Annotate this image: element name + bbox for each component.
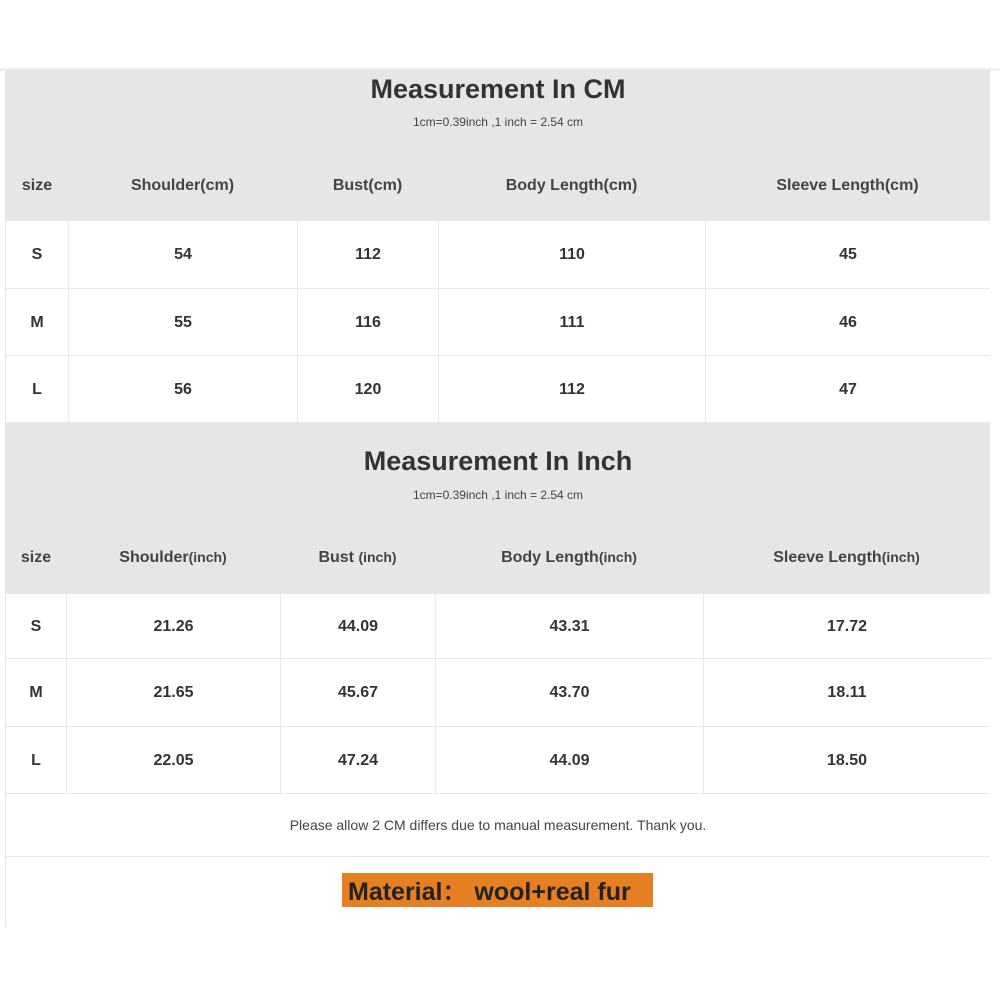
- inch-conversion-note: 1cm=0.39inch ,1 inch = 2.54 cm: [412, 488, 584, 502]
- inch-header-band: [6, 422, 990, 593]
- bust-cell: 112: [297, 221, 438, 289]
- table-row: [6, 288, 990, 356]
- table-row: [6, 355, 990, 423]
- size-cell: M: [29, 684, 43, 701]
- shoulder-cell: 21.65: [66, 659, 280, 727]
- shoulder-cell: 21.26: [66, 594, 280, 659]
- table-row: [6, 726, 990, 794]
- material-label: Material： wool+real fur: [342, 873, 653, 907]
- size-cell: L: [31, 751, 41, 769]
- sleeve-length-cell: 46: [705, 289, 990, 356]
- inch-header-bust: Bust (inch): [318, 549, 397, 566]
- body-length-cell: 43.31: [435, 594, 703, 659]
- shoulder-cell: 54: [68, 221, 297, 289]
- sleeve-length-cell: 47: [705, 356, 990, 423]
- body-length-cell: 110: [438, 221, 705, 289]
- measurement-disclaimer: Please allow 2 CM differs due to manual measurement. Thank you.: [6, 793, 990, 856]
- table-row: [6, 220, 990, 289]
- bust-cell: 116: [297, 289, 438, 356]
- bust-cell: 120: [297, 356, 438, 423]
- shoulder-cell: 22.05: [66, 727, 280, 794]
- body-length-cell: 111: [438, 289, 705, 356]
- inch-section-title: Measurement In Inch: [363, 446, 633, 476]
- cm-header-shoulder: Shoulder(cm): [130, 177, 235, 194]
- cm-header-sleeve-length: Sleeve Length(cm): [776, 177, 919, 194]
- cm-header-size: size: [21, 177, 53, 194]
- table-row: [6, 658, 990, 727]
- sleeve-length-cell: 18.11: [703, 659, 990, 727]
- cm-header-bust: Bust(cm): [332, 177, 403, 194]
- size-cell: S: [30, 617, 42, 635]
- body-length-cell: 43.70: [435, 659, 703, 727]
- size-cell: L: [32, 380, 42, 398]
- bust-cell: 45.67: [280, 659, 435, 727]
- sleeve-length-cell: 17.72: [703, 594, 990, 659]
- bust-cell: 47.24: [280, 727, 435, 794]
- table-row: [6, 593, 990, 659]
- cm-header-band: [6, 71, 990, 220]
- inch-header-size: size: [20, 549, 52, 566]
- size-cell: M: [30, 313, 44, 331]
- cm-section-title: Measurement In CM: [370, 74, 626, 104]
- sleeve-length-cell: 18.50: [703, 727, 990, 794]
- body-length-cell: 112: [438, 356, 705, 423]
- shoulder-cell: 56: [68, 356, 297, 423]
- inch-header-sleeve-length: Sleeve Length(inch): [773, 549, 920, 566]
- bust-cell: 44.09: [280, 594, 435, 659]
- size-cell: S: [31, 246, 43, 263]
- body-length-cell: 44.09: [435, 727, 703, 794]
- sleeve-length-cell: 45: [705, 221, 990, 289]
- inch-header-shoulder: Shoulder(inch): [119, 549, 227, 566]
- inch-header-body-length: Body Length(inch): [501, 549, 637, 566]
- shoulder-cell: 55: [68, 289, 297, 356]
- material-row: [6, 856, 990, 926]
- cm-conversion-note: 1cm=0.39inch ,1 inch = 2.54 cm: [412, 115, 584, 129]
- cm-header-body-length: Body Length(cm): [505, 177, 638, 194]
